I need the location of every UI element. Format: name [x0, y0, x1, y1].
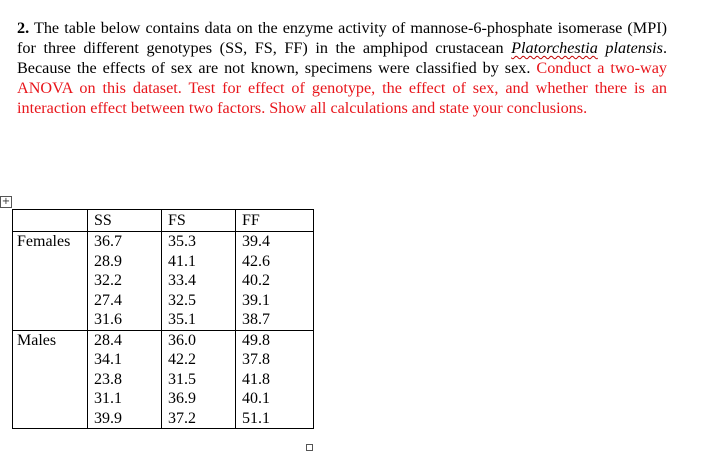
- table-cell: 40.2: [236, 271, 314, 291]
- table-cell: 42.6: [236, 252, 314, 272]
- table-cell: 27.4: [88, 291, 162, 311]
- table-cell: 33.4: [162, 271, 236, 291]
- group-label-empty: [13, 310, 88, 330]
- table-cell: 32.5: [162, 291, 236, 311]
- group-label: Males: [13, 330, 88, 350]
- group-label-empty: [13, 271, 88, 291]
- table-cell: 49.8: [236, 330, 314, 350]
- table-row: [13, 310, 314, 330]
- table-row: [13, 370, 314, 390]
- table-cell: 31.1: [88, 389, 162, 409]
- question-instruction: Conduct a two-way ANOVA on this dataset. Test for effect of genotype, the effect of sex, and whether there is an interaction effect between two factors. Show all calculations and state your conclusions.: [17, 59, 667, 117]
- table-cell: 39.4: [236, 232, 314, 252]
- table-row: [13, 291, 314, 311]
- table-row: [13, 271, 314, 291]
- table-move-handle-icon[interactable]: +: [1, 196, 11, 207]
- group-label-empty: [13, 252, 88, 272]
- species-name: [511, 39, 663, 57]
- group-label-empty: [13, 291, 88, 311]
- table-cell: 41.8: [236, 370, 314, 390]
- group-label-empty: [13, 350, 88, 370]
- table-row: [13, 389, 314, 409]
- table-cell: 37.8: [236, 350, 314, 370]
- table-row: [13, 252, 314, 272]
- table-cell: 38.7: [236, 310, 314, 330]
- table-cell: 35.3: [162, 232, 236, 252]
- table-cell: 28.9: [88, 252, 162, 272]
- question-text: [17, 18, 667, 118]
- column-header: FS: [162, 210, 236, 232]
- group-label: Females: [13, 232, 88, 252]
- question-context: . Because the effects of sex are not known, specimens were classified by sex.: [17, 39, 667, 77]
- species-epithet: platensis: [597, 39, 663, 57]
- table-cell: 31.6: [88, 310, 162, 330]
- table-cell: 40.1: [236, 389, 314, 409]
- header-corner-cell: [13, 210, 88, 232]
- table-cell: 41.1: [162, 252, 236, 272]
- table-cell: 39.1: [236, 291, 314, 311]
- table-cell: 39.9: [88, 409, 162, 429]
- group-label-empty: [13, 409, 88, 429]
- table-cell: 36.7: [88, 232, 162, 252]
- column-header: FF: [236, 210, 314, 232]
- data-table: [12, 209, 314, 429]
- table-cell: 42.2: [162, 350, 236, 370]
- table-cell: 51.1: [236, 409, 314, 429]
- table-row: [13, 232, 314, 252]
- question-number: 2.: [17, 19, 30, 37]
- group-label-empty: [13, 389, 88, 409]
- species-genus: Platorchestia: [511, 39, 598, 57]
- table-cell: 36.0: [162, 330, 236, 350]
- question-intro: The table below contains data on the enzyme activity of mannose-6-phosphate isomerase (MPI) for three different genotypes (SS, FS, FF) in the amphipod crustacean: [17, 19, 667, 57]
- table-cell: 37.2: [162, 409, 236, 429]
- table-row: [13, 409, 314, 429]
- table-resize-handle[interactable]: [306, 444, 313, 451]
- table-row: [13, 350, 314, 370]
- group-label-empty: [13, 370, 88, 390]
- table-header-row: [13, 210, 314, 232]
- table-cell: 28.4: [88, 330, 162, 350]
- column-header: SS: [88, 210, 162, 232]
- table-cell: 36.9: [162, 389, 236, 409]
- table-cell: 32.2: [88, 271, 162, 291]
- table-cell: 34.1: [88, 350, 162, 370]
- table-row: [13, 330, 314, 350]
- table-cell: 35.1: [162, 310, 236, 330]
- table-cell: 31.5: [162, 370, 236, 390]
- table-cell: 23.8: [88, 370, 162, 390]
